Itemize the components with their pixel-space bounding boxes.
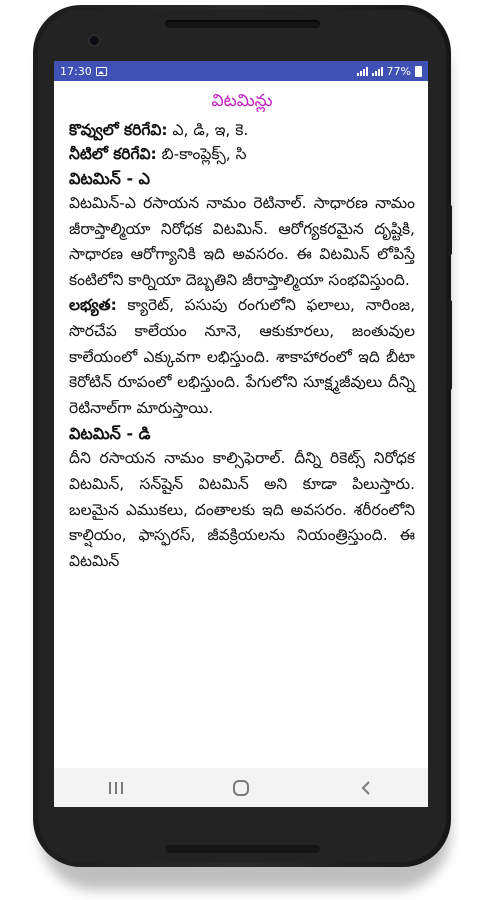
vitamin-a-paragraph: విటమిన్-ఎ రసాయన నామం రెటినాల్. సాధారణ నామం జీరాప్తాల్మియా నిరోధక విటమిన్. ఆరోగ్యకరమైన దృష్టికి, సాధారణ ఆరోగ్యానికి ఇది అవసరం. ఈ విటమిన్ లోపిస్తే కంటిలోని కార్నియా దెబ్బతిని జీరాప్తాల్మియా సంభవిస్తుంది.	[69, 194, 415, 289]
water-soluble-line	[69, 142, 415, 166]
fat-soluble-value: ఎ, డి, ఇ, కె.	[172, 121, 249, 139]
power-button	[447, 205, 452, 255]
front-camera	[90, 36, 99, 45]
navigation-bar	[54, 768, 428, 807]
signal-icon	[357, 67, 368, 76]
phone-screen	[54, 61, 428, 807]
content-fade	[54, 661, 428, 768]
availability-text: క్యారెట్, పసుపు రంగులోని ఫలాలు, నారింజ, సొరచేప కాలేయం నూనె, ఆకుకూరలు, జంతువుల కాలేయంలో ఎక్కువగా లభిస్తుంది. శాకాహారంలో ఇది బీటా కెరోటిన్ రూపంలో లభిస్తుంది. పేగులోని సూక్ష్మజీవులు దీన్ని రెటినాల్‌గా మారుస్తాయి.	[69, 296, 415, 417]
fat-soluble-label: కొవ్వులో కరిగేవి:	[69, 121, 168, 139]
home-icon	[232, 779, 250, 797]
page-title: విటమిన్లు	[211, 91, 273, 111]
recents-icon	[108, 781, 124, 795]
vitamin-d-heading: విటమిన్ - డి	[69, 424, 151, 444]
back-icon	[360, 780, 372, 796]
volume-button	[447, 300, 452, 390]
bottom-speaker	[165, 845, 320, 853]
availability-label: లభ్యత:	[69, 296, 117, 315]
home-button[interactable]	[211, 768, 271, 807]
battery-percent: 77%	[386, 64, 411, 78]
status-bar	[54, 61, 428, 81]
water-soluble-label: నీటిలో కరిగేవి:	[69, 145, 157, 163]
vitamin-d-paragraph: దీని రసాయన నామం కాల్సిఫెరాల్. దీన్ని రికెట్స్ నిరోధక విటమిన్, సన్‌షైన్ విటమిన్ అని కూడా పిలుస్తారు. బలమైన ఎముకలు, దంతాలకు ఇది అవసరం. శరీరంలోని కాల్షియం, ఫాస్ఫరస్, జీవక్రియలను నియంత్రిస్తుంది. ఈ విటమిన్	[69, 449, 415, 570]
battery-icon	[415, 66, 422, 77]
image-notification-icon	[96, 67, 107, 76]
earpiece-speaker	[165, 20, 320, 28]
back-button[interactable]	[336, 768, 396, 807]
vitamin-a-heading: విటమిన్ - ఎ	[69, 169, 151, 188]
recents-button[interactable]	[86, 768, 146, 807]
fat-soluble-line	[69, 118, 415, 142]
availability-paragraph	[69, 293, 415, 421]
water-soluble-value: బి-కాంప్లెక్స్, సి	[161, 145, 247, 163]
status-time: 17:30	[60, 64, 92, 78]
signal-icon-2	[372, 67, 383, 76]
